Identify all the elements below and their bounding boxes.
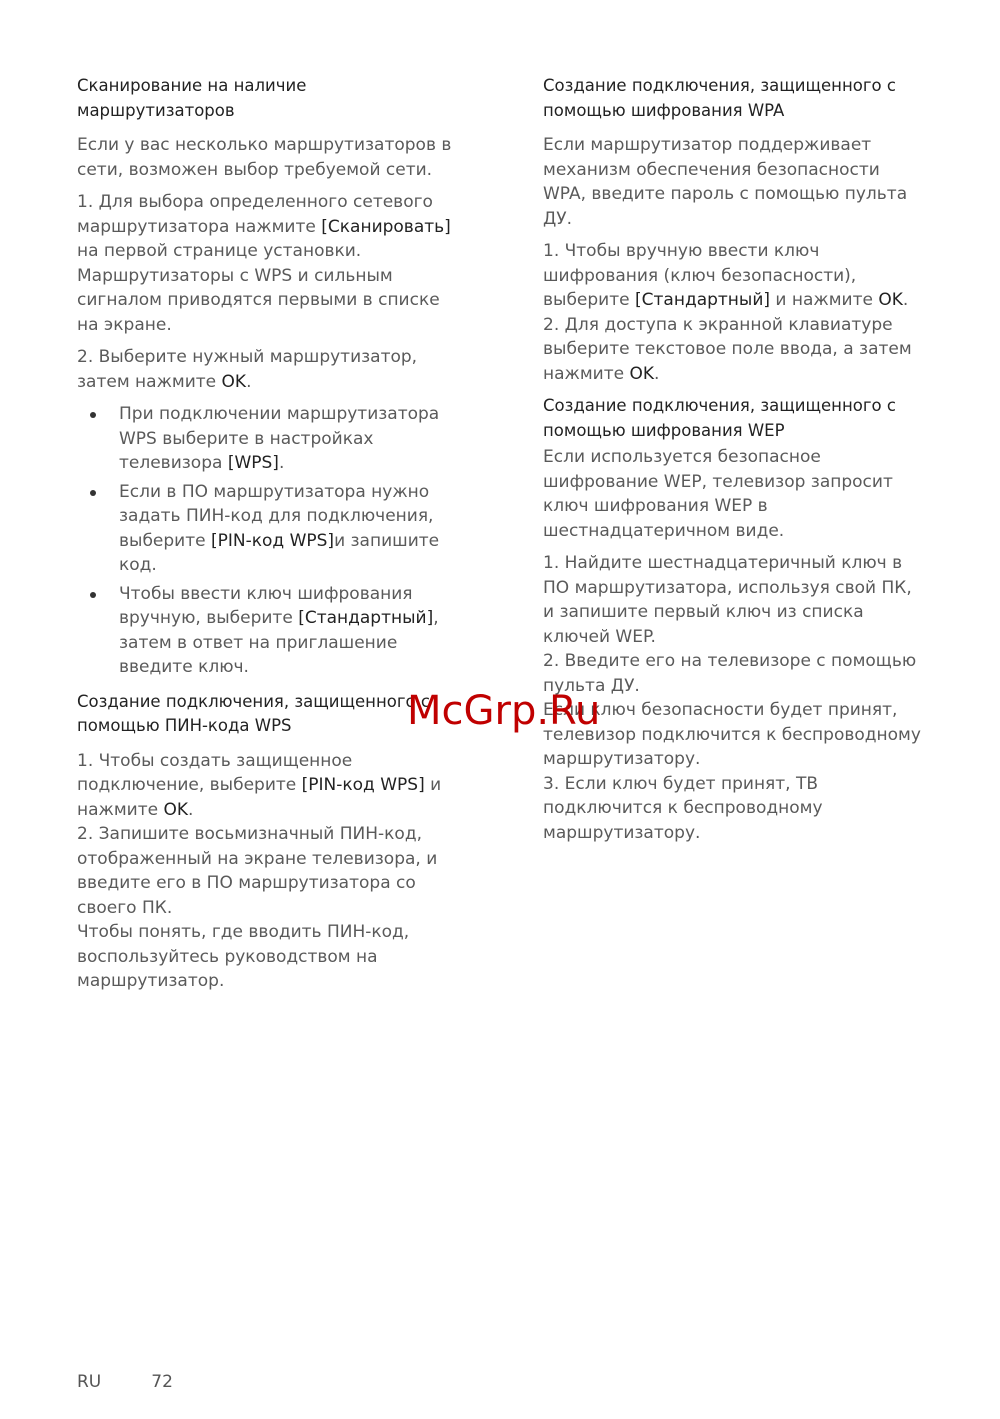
right-column xyxy=(543,74,928,845)
list-item: При подключении маршрутизатора WPS выберите в настройках телевизора [WPS]. xyxy=(77,402,461,476)
page-footer xyxy=(77,1372,173,1392)
bullet-icon xyxy=(90,592,96,598)
wep-step-3: 3. Если ключ будет принят, ТВ подключится к беспроводному маршрутизатору. xyxy=(543,773,823,843)
wps-step-2: 2. Запишите восьмизначный ПИН-код, отображенный на экране телевизора, и введите его в ПО маршрутизатора со своего ПК. xyxy=(77,824,438,918)
list-item: Если в ПО маршрутизатора нужно задать ПИН-код для подключения, выберите [PIN-код WPS]и запишите код. xyxy=(77,480,461,578)
wep-step-2-note: Если ключ безопасности будет принят, телевизор подключится к беспроводному маршрутизатору. xyxy=(543,700,921,769)
scan-step-1: 1. Для выбора определенного сетевого маршрутизатора нажмите [Сканировать] на первой странице установки. Маршрутизаторы с WPS и сильным сигналом приводятся первыми в списке на экране. xyxy=(77,192,451,335)
bullet-icon xyxy=(90,490,96,496)
scan-step-2: 2. Выберите нужный маршрутизатор, затем нажмите OK. xyxy=(77,347,418,392)
wps-note: Чтобы понять, где вводить ПИН-код, воспользуйтесь руководством на маршрутизатор. xyxy=(77,922,410,991)
wpa-step-1: 1. Чтобы вручную ввести ключ шифрования (ключ безопасности), выберите [Стандартный] и нажмите OK. xyxy=(543,241,909,310)
scan-intro: Если у вас несколько маршрутизаторов в сети, возможен выбор требуемой сети. xyxy=(77,135,452,180)
page-number: 72 xyxy=(151,1372,173,1392)
wep-step-2: 2. Введите его на телевизоре с помощью пульта ДУ. xyxy=(543,651,917,696)
watermark: McGrp.Ru xyxy=(407,688,601,734)
wps-step-1: 1. Чтобы создать защищенное подключение, выберите [PIN-код WPS] и нажмите OK. xyxy=(77,750,442,820)
wpa-step-2: 2. Для доступа к экранной клавиатуре выберите текстовое поле ввода, а затем нажмите OK. xyxy=(543,314,912,384)
wpa-heading: Создание подключения, защищенного с помощью шифрования WPA xyxy=(543,76,896,120)
left-column xyxy=(77,74,461,1002)
wpa-intro: Если маршрутизатор поддерживает механизм обеспечения безопасности WPA, введите пароль с помощью пульта ДУ. xyxy=(543,135,908,229)
bullet-icon xyxy=(90,412,96,418)
scan-heading: Сканирование на наличие маршрутизаторов xyxy=(77,76,307,120)
scan-bullet-list xyxy=(77,402,461,680)
footer-language: RU xyxy=(77,1372,102,1392)
wps-heading: Создание подключения, защищенного с помощью ПИН-кода WPS xyxy=(77,691,430,735)
wep-step-1: 1. Найдите шестнадцатеричный ключ в ПО маршрутизатора, используя свой ПК, и запишите первый ключ из списка ключей WEP. xyxy=(543,553,912,647)
list-item: Чтобы ввести ключ шифрования вручную, выберите [Стандартный], затем в ответ на приглашение введите ключ. xyxy=(77,582,461,680)
wep-heading: Создание подключения, защищенного с помощью шифрования WEP xyxy=(543,396,896,440)
wep-intro: Если используется безопасное шифрование WEP, телевизор запросит ключ шифрования WEP в шестнадцатеричном виде. xyxy=(543,447,893,541)
